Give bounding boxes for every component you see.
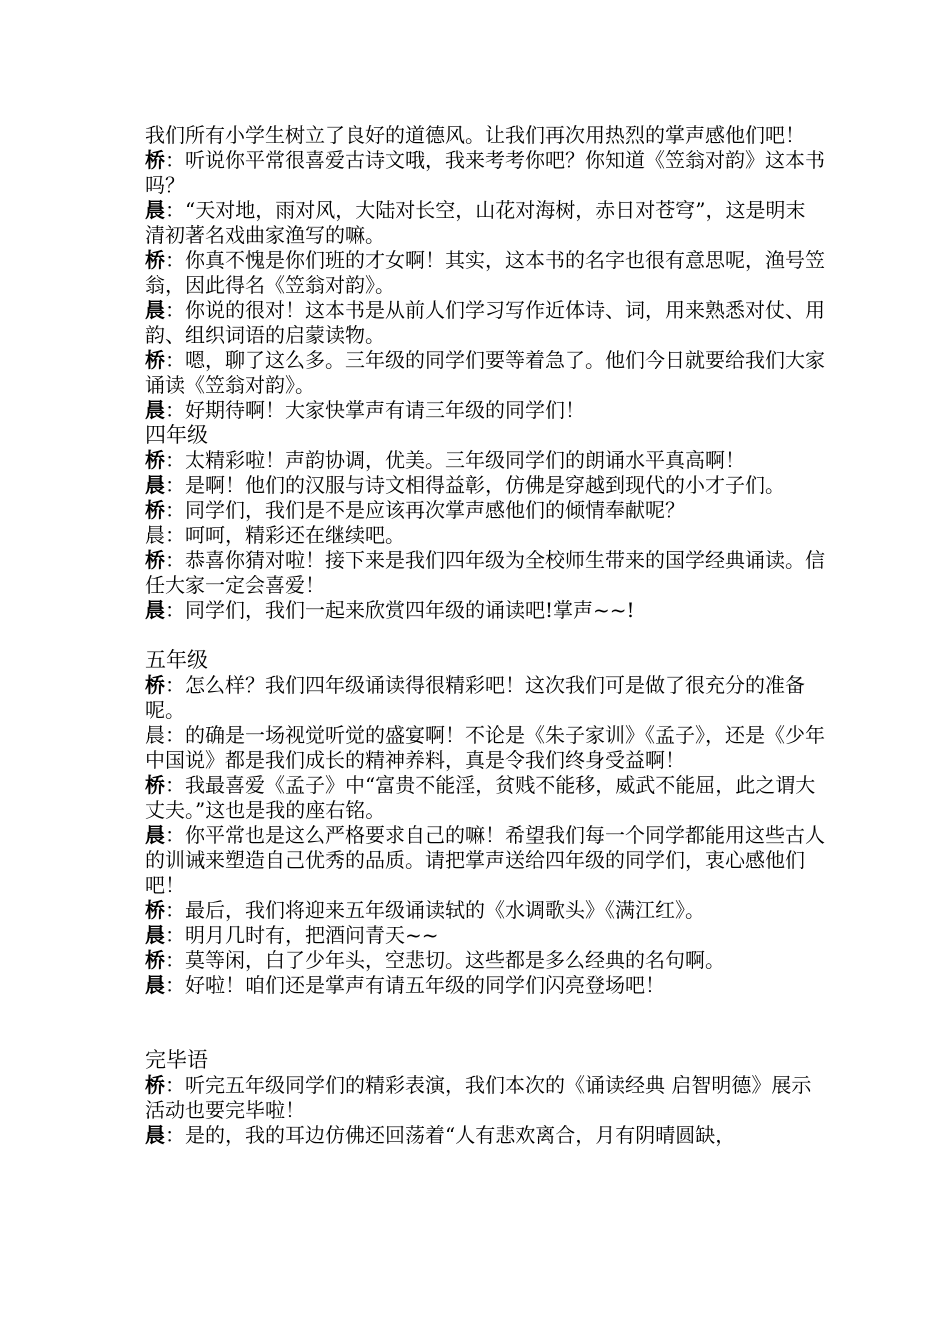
dialogue-text: 恭喜你猜对啦！接下来是我们四年级为全校师生带来的国学经典诵读。信任大家一定会喜爱！ bbox=[145, 548, 825, 597]
speaker-separator: ： bbox=[165, 523, 185, 547]
dialogue-line bbox=[145, 948, 825, 973]
dialogue-text: 的确是一场视觉听觉的盛宴啊！不论是《朱子家训》《孟子》，还是《少年中国说》都是我们成长的精神养料，真是令我们终身受益啊！ bbox=[145, 723, 825, 772]
speaker-label: 晨 bbox=[145, 923, 165, 947]
speaker-label: 晨 bbox=[145, 973, 165, 997]
dialogue-line bbox=[145, 973, 825, 998]
speaker-separator: ： bbox=[165, 348, 185, 372]
speaker-separator: ： bbox=[165, 723, 185, 747]
dialogue-line bbox=[145, 773, 825, 823]
speaker-separator: ： bbox=[165, 773, 185, 797]
speaker-label: 桥 bbox=[145, 948, 165, 972]
dialogue-text: 最后，我们将迎来五年级诵读轼的《水调歌头》《满江红》。 bbox=[185, 898, 705, 922]
speaker-separator: ： bbox=[165, 148, 185, 172]
dialogue-text: 你真不愧是你们班的才女啊！其实，这本书的名字也很有意思呢，渔号笠翁，因此得名《笠翁对韵》。 bbox=[145, 248, 825, 297]
dialogue-line bbox=[145, 148, 825, 198]
dialogue-text: 怎么样？我们四年级诵读得很精彩吧！这次我们可是做了很充分的准备呢。 bbox=[145, 673, 805, 722]
speaker-separator: ： bbox=[165, 598, 185, 622]
speaker-label: 晨 bbox=[145, 723, 165, 747]
speaker-label: 晨 bbox=[145, 198, 165, 222]
dialogue-text: 我们所有小学生树立了良好的道德风。让我们再次用热烈的掌声感他们吧！ bbox=[145, 123, 805, 147]
section-heading: 完毕语 bbox=[145, 1048, 208, 1072]
dialogue-line bbox=[145, 548, 825, 598]
script-document bbox=[145, 123, 825, 1148]
speaker-separator: ： bbox=[165, 673, 185, 697]
speaker-separator: ： bbox=[165, 498, 185, 522]
dialogue-text: 你平常也是这么严格要求自己的嘛！希望我们每一个同学都能用这些古人的训诫来塑造自己优秀的品质。请把掌声送给四年级的同学们，衷心感他们吧！ bbox=[145, 823, 825, 897]
section-spacer bbox=[145, 998, 825, 1048]
dialogue-line bbox=[145, 898, 825, 923]
speaker-label: 晨 bbox=[145, 598, 165, 622]
dialogue-line bbox=[145, 923, 825, 948]
speaker-label: 晨 bbox=[145, 473, 165, 497]
speaker-label: 晨 bbox=[145, 823, 165, 847]
dialogue-text: 嗯，聊了这么多。三年级的同学们要等着急了。他们今日就要给我们大家诵读《笠翁对韵》。 bbox=[145, 348, 825, 397]
speaker-separator: ： bbox=[165, 448, 185, 472]
speaker-label: 桥 bbox=[145, 148, 165, 172]
dialogue-text: 莫等闲，白了少年头，空悲切。这些都是多么经典的名句啊。 bbox=[185, 948, 725, 972]
speaker-label: 晨 bbox=[145, 298, 165, 322]
dialogue-text: 听说你平常很喜爱古诗文哦，我来考考你吧？你知道《笠翁对韵》这本书吗？ bbox=[145, 148, 825, 197]
dialogue-line bbox=[145, 198, 825, 248]
speaker-separator: ： bbox=[165, 948, 185, 972]
dialogue-text: 我最喜爱《孟子》中“富贵不能淫，贫贱不能移，威武不能屈，此之谓大丈夫。”这也是我的座右铭。 bbox=[145, 773, 816, 822]
dialogue-text: 太精彩啦！声韵协调，优美。三年级同学们的朗诵水平真高啊！ bbox=[185, 448, 745, 472]
dialogue-text: 好啦！咱们还是掌声有请五年级的同学们闪亮登场吧！ bbox=[185, 973, 665, 997]
speaker-separator: ： bbox=[165, 1123, 185, 1147]
speaker-separator: ： bbox=[165, 298, 185, 322]
speaker-separator: ： bbox=[165, 1073, 185, 1097]
dialogue-line bbox=[145, 523, 825, 548]
dialogue-line bbox=[145, 598, 825, 623]
dialogue-line bbox=[145, 248, 825, 298]
speaker-separator: ： bbox=[165, 248, 185, 272]
dialogue-text: 是啊！他们的汉服与诗文相得益彰，仿佛是穿越到现代的小才子们。 bbox=[185, 473, 785, 497]
dialogue-line bbox=[145, 348, 825, 398]
speaker-label: 桥 bbox=[145, 348, 165, 372]
speaker-separator: ： bbox=[165, 198, 185, 222]
dialogue-line bbox=[145, 473, 825, 498]
dialogue-line bbox=[145, 823, 825, 898]
dialogue-text: 同学们，我们一起来欣赏四年级的诵读吧!掌声~~! bbox=[185, 598, 635, 622]
dialogue-line bbox=[145, 1123, 825, 1148]
dialogue-line bbox=[145, 398, 825, 423]
dialogue-text: 你说的很对！这本书是从前人们学习写作近体诗、词，用来熟悉对仗、用韵、组织词语的启蒙读物。 bbox=[145, 298, 825, 347]
dialogue-text: 同学们，我们是不是应该再次掌声感他们的倾情奉献呢？ bbox=[185, 498, 685, 522]
speaker-label: 桥 bbox=[145, 498, 165, 522]
dialogue-line bbox=[145, 673, 825, 723]
speaker-label: 晨 bbox=[145, 523, 165, 547]
speaker-separator: ： bbox=[165, 473, 185, 497]
dialogue-text: 是的，我的耳边仿佛还回荡着“人有悲欢离合，月有阴晴圆缺， bbox=[185, 1123, 736, 1147]
section-heading: 五年级 bbox=[145, 648, 208, 672]
speaker-label: 桥 bbox=[145, 448, 165, 472]
dialogue-line bbox=[145, 298, 825, 348]
speaker-separator: ： bbox=[165, 898, 185, 922]
speaker-separator: ： bbox=[165, 973, 185, 997]
section-heading: 四年级 bbox=[145, 423, 208, 447]
dialogue-line bbox=[145, 1073, 825, 1123]
speaker-label: 桥 bbox=[145, 673, 165, 697]
speaker-label: 桥 bbox=[145, 1073, 165, 1097]
dialogue-text: 呵呵，精彩还在继续吧。 bbox=[185, 523, 405, 547]
dialogue-text: 听完五年级同学们的精彩表演，我们本次的《诵读经典 启智明德》展示活动也要完毕啦！ bbox=[145, 1073, 812, 1122]
dialogue-line bbox=[145, 123, 825, 148]
speaker-label: 晨 bbox=[145, 398, 165, 422]
section-spacer bbox=[145, 623, 825, 648]
speaker-separator: ： bbox=[165, 823, 185, 847]
speaker-separator: ： bbox=[165, 548, 185, 572]
dialogue-line bbox=[145, 723, 825, 773]
dialogue-text: “天对地，雨对风，大陆对长空，山花对海树，赤日对苍穹”，这是明末清初著名戏曲家渔写的嘛。 bbox=[145, 198, 806, 247]
speaker-label: 桥 bbox=[145, 898, 165, 922]
speaker-separator: ： bbox=[165, 923, 185, 947]
dialogue-text: 好期待啊！大家快掌声有请三年级的同学们！ bbox=[185, 398, 585, 422]
dialogue-line bbox=[145, 448, 825, 473]
speaker-label: 桥 bbox=[145, 548, 165, 572]
speaker-label: 桥 bbox=[145, 773, 165, 797]
dialogue-line bbox=[145, 498, 825, 523]
speaker-label: 晨 bbox=[145, 1123, 165, 1147]
dialogue-text: 明月几时有，把酒问青天~~ bbox=[185, 923, 439, 947]
speaker-label: 桥 bbox=[145, 248, 165, 272]
speaker-separator: ： bbox=[165, 398, 185, 422]
